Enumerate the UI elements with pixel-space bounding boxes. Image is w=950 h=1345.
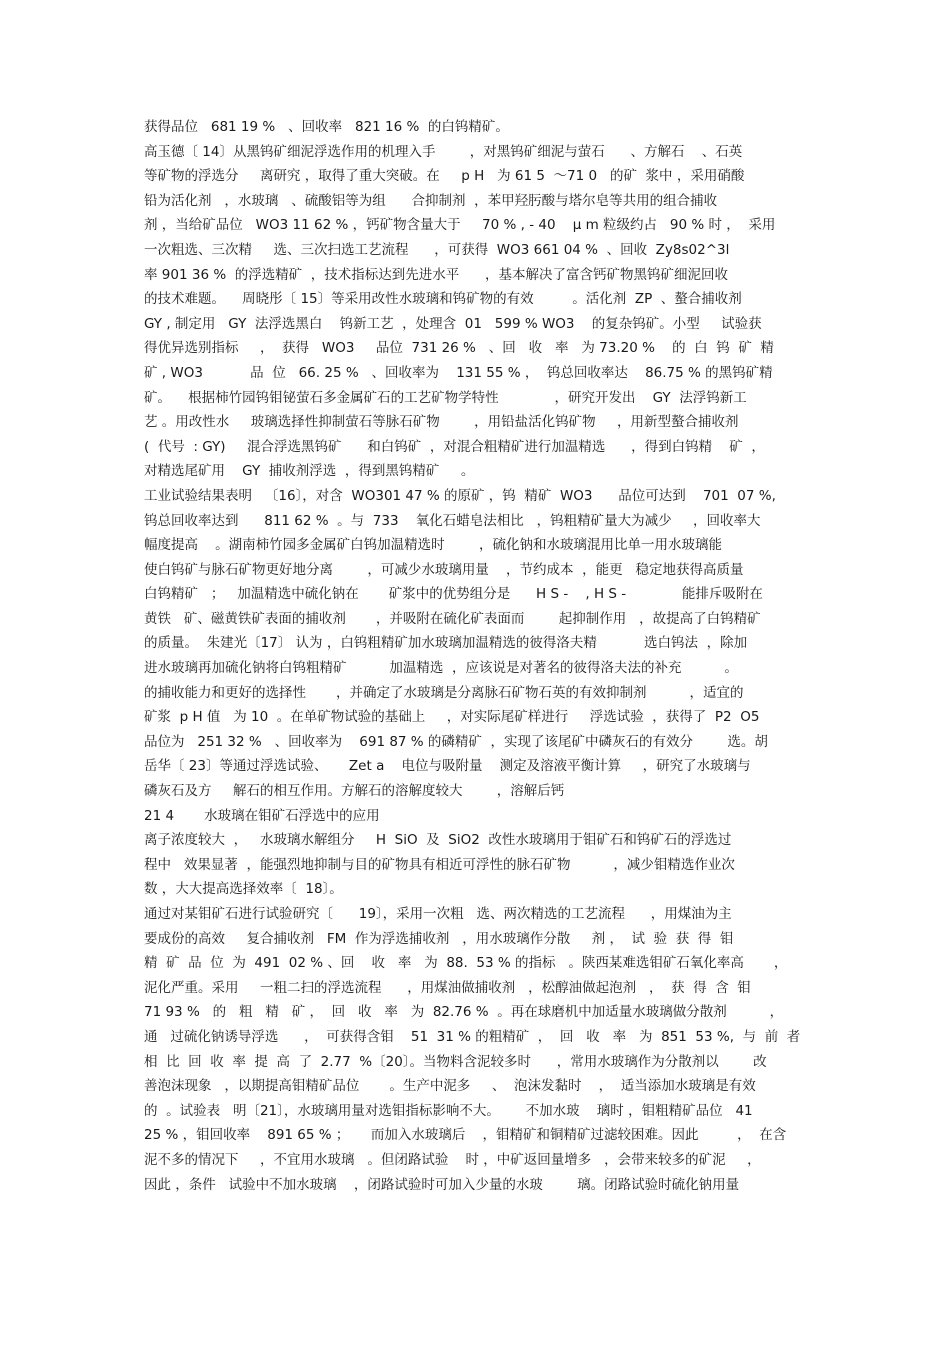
- text-line: 幅度提高 。湖南柿竹园多金属矿白钨加温精选时 ，硫化钠和水玻璃混用比单一用水玻璃能: [144, 537, 722, 554]
- text-line: 相 比 回 收 率 提 高 了 2.77 %〔20〕。当物料含泥较多时 ，常用水玻璃作为分散剂以 改: [144, 1053, 767, 1070]
- text-line: 品位为 251 32 % 、回收率为 691 87 % 的磷精矿 ，实现了该尾矿中磷灰石的有效分 选。胡: [144, 733, 768, 750]
- text-line: 数 ，大大提高选择效率〔 18〕。: [144, 881, 343, 898]
- text-line: GY , 制定用 GY 法浮选黑白 钨新工艺 ，处理含 01 599 % WO3 的复杂钨矿。小型 试验获: [144, 315, 762, 332]
- text-line: 通过对某钼矿石进行试验研究〔 19〕，采用一次粗 选、两次精选的工艺流程 ，用煤油为主: [144, 906, 732, 922]
- text-line: 通 过硫化钠诱导浮选 ， 可获得含钼 51 31 % 的粗精矿 ， 回 收 率 为 851 53 %, 与 前 者: [144, 1028, 801, 1045]
- text-line: ( 代号 : GY) 混合浮选黑钨矿 和白钨矿 ，对混合粗精矿进行加温精选 ，得到白钨精 矿 ，: [144, 438, 765, 455]
- text-line: 71 93 % 的 粗 精 矿 ， 回 收 率 为 82.76 % 。再在球磨机中加适量水玻璃做分散剂 ，: [144, 1004, 784, 1021]
- text-line: 一次粗选、三次精 选、三次扫选工艺流程 ，可获得 WO3 661 04 % 、回收 Zy8s02^3l: [144, 241, 730, 258]
- text-line: 要成份的高效 复合捕收剂 FM 作为浮选捕收剂 ，用水玻璃作分散 剂 ， 试 验 获 得 钼: [144, 930, 734, 947]
- text-line: 白钨精矿 ； 加温精选中硫化钠在 矿浆中的优势组分是 H S - , H S - 能排斥吸附在: [144, 586, 763, 603]
- text-line: 对精选尾矿用 GY 捕收剂浮选 ，得到黑钨精矿 。: [144, 463, 475, 480]
- text-line: 黄铁 矿、磁黄铁矿表面的捕收剂 ，并吸附在硫化矿表面而 起抑制作用 ，故提高了白钨精矿: [144, 610, 761, 627]
- text-line: 25 % ，钼回收率 891 65 % ； 而加入水玻璃后 ，钼精矿和铜精矿过滤较困难。因此 ， 在含: [144, 1127, 787, 1144]
- text-line: 工业试验结果表明 〔16〕，对含 WO301 47 % 的原矿 ，钨 精矿 WO3 品位可达到 701 07 %,: [144, 487, 776, 504]
- text-line: 矿浆 p H 值 为 10 。在单矿物试验的基础上 ，对实际尾矿样进行 浮选试验 ，获得了 P2 O5: [144, 709, 760, 726]
- text-line: 进水玻璃再加硫化钠将白钨粗精矿 加温精选 ，应该说是对著名的彼得洛夫法的补充 。: [144, 660, 738, 677]
- text-line: 程中 效果显著 ，能强烈地抑制与目的矿物具有相近可浮性的脉石矿物 ，减少钼精选作业次: [144, 856, 735, 873]
- text-line: 的捕收能力和更好的选择性 ，并确定了水玻璃是分离脉石矿物石英的有效抑制剂 ，适宜的: [144, 684, 744, 701]
- text-line: 率 901 36 % 的浮选精矿 ，技术指标达到先进水平 ，基本解决了富含钙矿物黑钨矿细泥回收: [144, 266, 729, 283]
- text-line: 善泡沫现象 ，以期提高钼精矿品位 。生产中泥多 、 泡沫发黏时 ， 适当添加水玻璃是有效: [144, 1078, 756, 1095]
- text-line: 艺 。用改性水 玻璃选择性抑制萤石等脉石矿物 ，用铅盐活化钨矿物 ，用新型螯合捕收剂: [144, 414, 739, 431]
- text-line: 的质量。 朱建光〔17〕 认为 ，白钨粗精矿加水玻璃加温精选的彼得洛夫精 选白钨法 ，除加: [144, 635, 748, 652]
- text-line: 使白钨矿与脉石矿物更好地分离 ，可减少水玻璃用量 ，节约成本 ，能更 稳定地获得高质量: [144, 561, 744, 578]
- text-line: 离子浓度较大 ， 水玻璃水解组分 H SiO 及 SiO2 改性水玻璃用于钼矿石和钨矿石的浮选过: [144, 832, 732, 849]
- document-body: [144, 115, 834, 1197]
- text-line: 岳华〔 23〕等通过浮选试验、 Zet a 电位与吸附量 测定及溶液平衡计算 ，研究了水玻璃与: [144, 758, 751, 775]
- text-line: 泥不多的情况下 ，不宜用水玻璃 。但闭路试验 时 ，中矿返回量增多 ，会带来较多的矿泥 ，: [144, 1151, 761, 1168]
- text-line: 高玉德〔 14〕从黑钨矿细泥浮选作用的机理入手 ，对黑钨矿细泥与萤石 、方解石 、石英: [144, 143, 743, 160]
- text-line: 等矿物的浮选分 离研究 ，取得了重大突破。在 p H 为 61 5 ～71 0 的矿 浆中 ，采用硝酸: [144, 168, 745, 185]
- text-line: 铅为活化剂 ，水玻璃 、硫酸铝等为组 合抑制剂 ，苯甲羟肟酸与塔尔皂等共用的组合捕收: [144, 192, 718, 209]
- text-line: 的 。试验表 明〔21〕，水玻璃用量对选钼指标影响不大。 不加水玻 璃时 ，钼粗精矿品位 41: [144, 1102, 753, 1119]
- text-line: 精 矿 品 位 为 491 02 % 、回 收 率 为 88. 53 % 的指标 。陕西某难选钼矿石氧化率高 ，: [144, 955, 788, 972]
- text-line: 泥化严重。采用 一粗二扫的浮选流程 ，用煤油做捕收剂 ，松醇油做起泡剂 ， 获 得 含 钼: [144, 979, 751, 996]
- text-line: 获得品位 681 19 % 、回收率 821 16 % 的白钨精矿。: [144, 119, 509, 135]
- text-line: 矿 , WO3 品 位 66. 25 % 、回收率为 131 55 % ， 钨总回收率达 86.75 % 的黑钨矿精: [144, 364, 773, 381]
- text-line: 钨总回收率达到 811 62 % 。与 733 氧化石蜡皂法相比 ，钨粗精矿量大为减少 ，回收率大: [144, 512, 761, 529]
- text-line: 因此 ，条件 试验中不加水玻璃 ，闭路试验时可加入少量的水玻 璃。闭路试验时硫化钠用量: [144, 1176, 740, 1193]
- text-line: 剂 ，当给矿品位 WO3 11 62 % ，钙矿物含量大于 70 % , - 40 μ m 粒级约占 90 % 时 ， 采用: [144, 217, 776, 234]
- text-line: 21 4 水玻璃在钼矿石浮选中的应用: [144, 807, 380, 824]
- text-line: 矿。 根据柿竹园钨钼铋萤石多金属矿石的工艺矿物学特性 ，研究开发出 GY 法浮钨新工: [144, 389, 747, 406]
- text-line: 磷灰石及方 解石的相互作用。方解石的溶解度较大 ，溶解后钙: [144, 783, 565, 800]
- text-line: 得优异选别指标 ， 获得 WO3 品位 731 26 % 、回 收 率 为 73.20 % 的 白 钨 矿 精: [144, 340, 774, 357]
- text-line: 的技术难题。 周晓彤〔 15〕等采用改性水玻璃和钨矿物的有效 。活化剂 ZP 、螯合捕收剂: [144, 291, 742, 308]
